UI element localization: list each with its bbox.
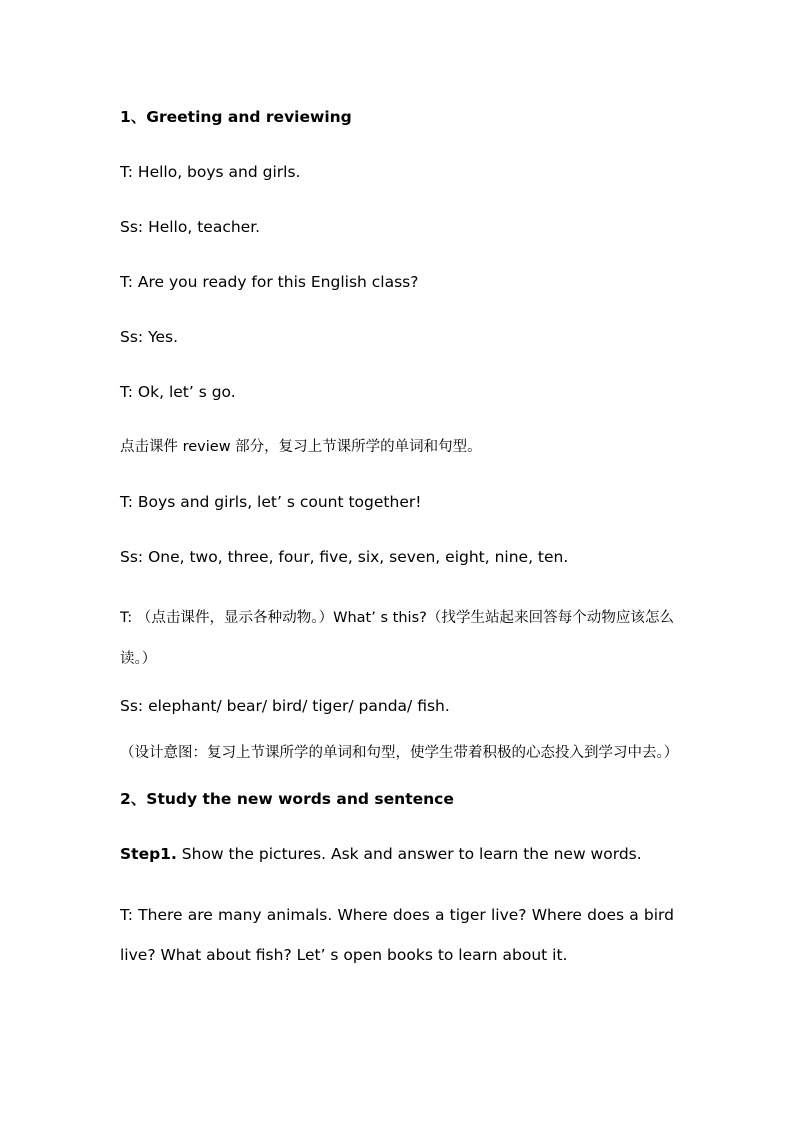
design-intent-note: （设计意图：复习上节课所学的单词和句型，使学生带着积极的心态投入到学习中去。） (120, 745, 679, 761)
dialogue-line: T: Boys and girls, let’ s count together! (120, 493, 422, 511)
section1-heading: 1、Greeting and reviewing (120, 108, 352, 126)
section2-heading: 2、Study the new words and sentence (120, 790, 454, 808)
dialogue-line: T: Are you ready for this English class? (120, 273, 419, 291)
instruction-line: 点击课件 review 部分，复习上节课所学的单词和句型。 (120, 439, 482, 455)
dialogue-line: T: There are many animals. Where does a tiger live? Where does a bird live? What about fish? Let’ s open books to learn about it. (120, 906, 679, 964)
dialogue-line: Ss: Hello, teacher. (120, 218, 261, 236)
dialogue-line: T: Ok, let’ s go. (120, 383, 236, 401)
dialogue-line: Ss: elephant/ bear/ bird/ tiger/ panda/ fish. (120, 697, 450, 715)
step1-text: Show the pictures. Ask and answer to learn the new words. (176, 845, 642, 863)
dialogue-line: Ss: Yes. (120, 328, 179, 346)
dialogue-line: T: （点击课件，显示各种动物。）What’ s this?（找学生站起来回答每个动物应该怎么读。） (120, 610, 674, 667)
document-body (120, 103, 679, 975)
step-line (120, 840, 674, 869)
dialogue-line: T: Hello, boys and girls. (120, 163, 301, 181)
dialogue-line: Ss: One, two, three, four, five, six, seven, eight, nine, ten. (120, 548, 569, 566)
step1-label: Step1. (120, 845, 177, 863)
